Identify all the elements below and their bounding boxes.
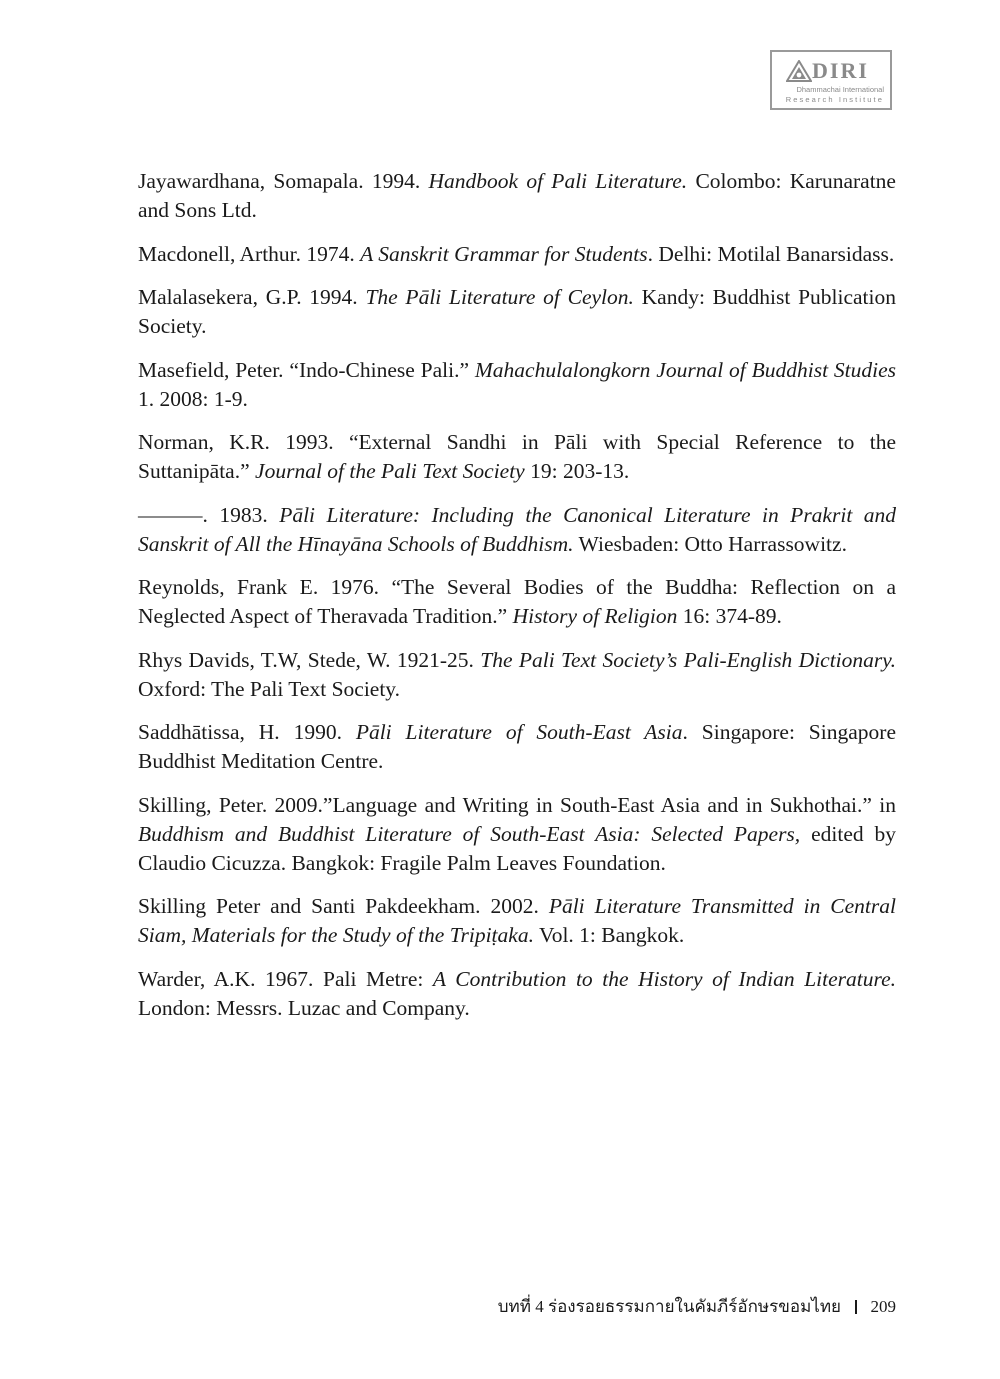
reference-text: Skilling, Peter. 2009.”Language and Writing in South-East Asia and in Sukhothai.” in	[138, 792, 896, 817]
reference-text: Saddhātissa, H. 1990.	[138, 720, 356, 744]
reference-entry	[138, 501, 896, 559]
reference-text: Vol. 1: Bangkok.	[533, 923, 685, 947]
reference-title: Mahachulalongkorn Journal of Buddhist Studies	[474, 357, 897, 382]
reference-entry	[138, 718, 896, 776]
logo-subtitle-1: Dhammachai International	[796, 85, 884, 94]
logo-subtitle-2: Research Institute	[785, 95, 884, 104]
reference-title: Pāli Literature: Including the Canonical Literature in Prakrit and Sanskrit of All the Hīnayāna Schools of Buddhism.	[138, 502, 896, 556]
reference-title: Journal of the Pali Text Society	[255, 459, 525, 483]
reference-entry	[138, 892, 896, 950]
reference-title: Pāli Literature of South-East Asia	[355, 720, 683, 744]
reference-entry	[138, 428, 896, 486]
reference-list	[138, 167, 896, 1037]
page-number: 209	[870, 1296, 896, 1316]
reference-text: Norman, K.R. 1993. “External Sandhi in Pāli with Special Reference to the Suttanipāta.”	[138, 430, 896, 483]
reference-title: Handbook of Pali Literature.	[428, 169, 688, 193]
reference-title: A Sanskrit Grammar for Students	[360, 241, 648, 266]
reference-text: Jayawardhana, Somapala. 1994.	[138, 169, 429, 193]
reference-text: Macdonell, Arthur. 1974.	[138, 241, 361, 266]
reference-entry	[138, 573, 896, 631]
reference-title: The Pali Text Society’s Pali-English Dictionary.	[480, 647, 896, 672]
reference-text: Wiesbaden: Otto Harrassowitz.	[573, 531, 847, 556]
reference-text: 1. 2008: 1-9.	[138, 386, 248, 411]
reference-text: Oxford: The Pali Text Society.	[138, 676, 401, 701]
reference-text: Rhys Davids, T.W, Stede, W. 1921-25.	[138, 647, 481, 672]
reference-entry	[138, 356, 896, 414]
reference-text: Skilling Peter and Santi Pakdeekham. 2002.	[138, 894, 549, 918]
reference-text: Colombo: Karunaratne and Sons Ltd.	[138, 169, 896, 222]
reference-text: . Delhi: Motilal Banarsidass.	[647, 241, 895, 266]
reference-title: The Pāli Literature of Ceylon.	[365, 285, 634, 309]
reference-text: 16: 374-89.	[677, 604, 782, 628]
reference-title: A Contribution to the History of Indian Literature.	[432, 966, 896, 991]
diri-logo	[770, 50, 892, 110]
diri-triangle-icon	[786, 60, 812, 82]
page-footer	[498, 1293, 896, 1320]
reference-text: edited by Claudio Cicuzza. Bangkok: Fragile Palm Leaves Foundation.	[138, 821, 896, 875]
reference-title: Buddhism and Buddhist Literature of South-East Asia: Selected Papers,	[138, 821, 801, 846]
reference-text: London: Messrs. Luzac and Company.	[138, 995, 470, 1020]
reference-title: History of Religion	[512, 604, 678, 628]
reference-entry	[138, 791, 896, 878]
logo-title: DIRI	[812, 58, 869, 83]
reference-text: Warder, A.K. 1967. Pali Metre:	[138, 966, 433, 991]
reference-text: Masefield, Peter. “Indo-Chinese Pali.”	[138, 357, 475, 382]
reference-text: Reynolds, Frank E. 1976. “The Several Bodies of the Buddha: Reflection on a Neglected Aspect of Theravada Tradition.”	[138, 575, 896, 628]
reference-entry	[138, 965, 896, 1023]
reference-text: ———. 1983.	[138, 502, 280, 527]
reference-entry	[138, 167, 896, 225]
footer-separator	[855, 1300, 857, 1314]
reference-text: . Singapore: Singapore Buddhist Meditation Centre.	[138, 720, 896, 773]
footer-chapter-title: บทที่ 4 ร่องรอยธรรมกายในคัมภีร์อักษรขอมไทย	[497, 1297, 841, 1316]
reference-title: Pāli Literature Transmitted in Central Siam, Materials for the Study of the Tripiṭaka.	[138, 894, 896, 947]
reference-entry	[138, 283, 896, 341]
reference-text: Kandy: Buddhist Publication Society.	[138, 285, 897, 338]
reference-entry	[138, 240, 896, 269]
reference-text: Malalasekera, G.P. 1994.	[138, 285, 366, 309]
reference-text: 19: 203-13.	[524, 459, 630, 483]
reference-entry	[138, 646, 896, 704]
